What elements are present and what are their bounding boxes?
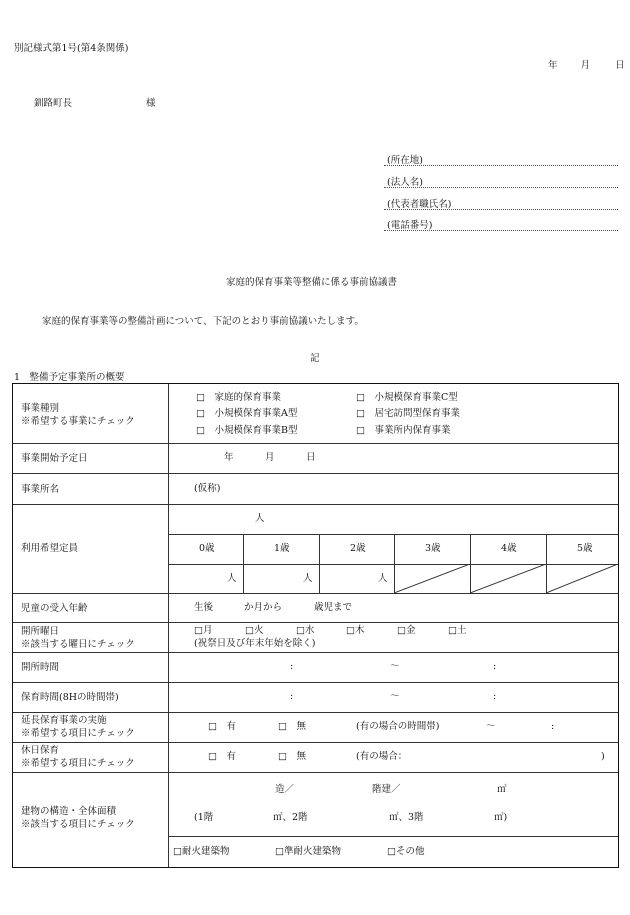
start-date-year[interactable]: 年 bbox=[224, 452, 234, 463]
business-type-label bbox=[21, 402, 135, 428]
day-tue[interactable]: □火 bbox=[245, 625, 264, 636]
date-year: 年 bbox=[548, 60, 558, 71]
holiday-care-label bbox=[21, 744, 135, 770]
option-shokibo-a[interactable]: □ 小規模保育事業A型 bbox=[196, 408, 298, 419]
age-0: 0歳 bbox=[199, 543, 215, 554]
open-hours-tilde: ～ bbox=[390, 661, 400, 672]
field-representative-line[interactable] bbox=[384, 209, 618, 210]
option-shokibo-c[interactable]: □ 小規模保育事業C型 bbox=[356, 392, 458, 403]
na-diagonal-3 bbox=[394, 564, 470, 593]
office-name-value[interactable]: (仮称) bbox=[194, 483, 221, 494]
capacity-total-unit[interactable]: 人 bbox=[255, 513, 265, 524]
section-heading: 1 整備予定事業所の概要 bbox=[14, 372, 125, 383]
field-representative: (代表者職氏名) bbox=[387, 199, 452, 210]
age-2: 2歳 bbox=[350, 543, 366, 554]
office-name-label: 事業所名 bbox=[21, 484, 60, 495]
building-floor-end[interactable]: ㎡) bbox=[494, 812, 508, 823]
open-days-holiday-note: (祝祭日及び年末年始を除く) bbox=[194, 638, 316, 649]
care-hours-label: 保育時間(8Hの時間帯) bbox=[21, 692, 119, 703]
building-semi-fireproof[interactable]: □準耐火建築物 bbox=[275, 846, 341, 857]
building-title: 建物の構造・全体面積 bbox=[21, 806, 117, 817]
na-diagonal-4 bbox=[470, 564, 546, 593]
field-corporation: (法人名) bbox=[387, 177, 423, 188]
business-type-title: 事業種別 bbox=[21, 403, 60, 414]
admission-from: 生後 bbox=[194, 602, 214, 613]
building-structure[interactable]: 造／ bbox=[275, 784, 295, 795]
extended-tilde: ～ bbox=[486, 721, 496, 732]
age-4: 4歳 bbox=[501, 543, 517, 554]
building-floors[interactable]: 階建／ bbox=[372, 784, 401, 795]
age-1-unit[interactable]: 人 bbox=[303, 573, 313, 584]
admission-months[interactable]: か月から bbox=[244, 602, 283, 613]
care-hours-start-colon[interactable]: : bbox=[290, 691, 294, 702]
holiday-detail-close: ) bbox=[601, 751, 605, 762]
care-hours-end-colon[interactable]: : bbox=[493, 691, 497, 702]
extended-care-label bbox=[21, 714, 135, 740]
option-katei[interactable]: □ 家庭的保育事業 bbox=[196, 392, 281, 403]
building-label bbox=[21, 805, 135, 831]
field-address-line[interactable] bbox=[384, 165, 618, 166]
overview-table bbox=[12, 383, 619, 868]
field-corporation-line[interactable] bbox=[384, 187, 618, 188]
open-days-title: 開所曜日 bbox=[21, 626, 60, 637]
capacity-label: 利用希望定員 bbox=[21, 543, 79, 554]
date-line bbox=[548, 57, 625, 71]
intro-text: 家庭的保育事業等の整備計画について、下記のとおり事前協議いたします。 bbox=[42, 316, 364, 327]
addressee-honorific: 様 bbox=[146, 98, 156, 109]
extended-yes[interactable]: □ 有 bbox=[208, 721, 236, 732]
option-kyotaku[interactable]: □ 居宅訪問型保育事業 bbox=[356, 408, 460, 419]
day-wed[interactable]: □水 bbox=[296, 625, 315, 636]
extended-care-title: 延長保育事業の実施 bbox=[21, 715, 107, 726]
field-address: (所在地) bbox=[387, 155, 423, 166]
open-days-label bbox=[21, 625, 135, 651]
start-date-day[interactable]: 日 bbox=[306, 452, 316, 463]
holiday-yes[interactable]: □ 有 bbox=[208, 751, 236, 762]
holiday-care-note: ※希望する項目にチェック bbox=[21, 758, 135, 769]
age-3: 3歳 bbox=[425, 543, 441, 554]
field-phone-line[interactable] bbox=[384, 230, 618, 231]
building-other[interactable]: □その他 bbox=[387, 846, 425, 857]
admission-to[interactable]: 歳児まで bbox=[314, 602, 353, 613]
option-jigyosho[interactable]: □ 事業所内保育事業 bbox=[356, 425, 451, 436]
open-hours-start-colon[interactable]: : bbox=[290, 661, 294, 672]
day-thu[interactable]: □木 bbox=[346, 625, 365, 636]
extended-no[interactable]: □ 無 bbox=[278, 721, 306, 732]
age-1: 1歳 bbox=[274, 543, 290, 554]
holiday-no[interactable]: □ 無 bbox=[278, 751, 306, 762]
admission-age-label: 児童の受入年齢 bbox=[21, 603, 88, 614]
ki-mark: 記 bbox=[310, 353, 320, 364]
extended-time-note: (有の場合の時間帯) bbox=[356, 721, 440, 732]
na-diagonal-5 bbox=[546, 564, 618, 593]
building-fireproof[interactable]: □耐火建築物 bbox=[173, 846, 230, 857]
business-type-note: ※希望する事業にチェック bbox=[21, 416, 135, 427]
day-fri[interactable]: □金 bbox=[397, 625, 416, 636]
document-title: 家庭的保育事業等整備に係る事前協議書 bbox=[226, 277, 398, 288]
holiday-detail-note: (有の場合： bbox=[356, 751, 408, 762]
holiday-care-title: 休日保育 bbox=[21, 745, 60, 756]
form-number: 別記様式第1号(第4条関係) bbox=[14, 43, 129, 54]
age-5: 5歳 bbox=[577, 543, 593, 554]
option-shokibo-b[interactable]: □ 小規模保育事業B型 bbox=[196, 425, 298, 436]
date-month: 月 bbox=[580, 60, 591, 71]
building-floor2[interactable]: ㎡、2階 bbox=[273, 812, 308, 823]
building-total-sqm[interactable]: ㎡ bbox=[497, 784, 507, 795]
day-mon[interactable]: □月 bbox=[194, 625, 213, 636]
addressee-name: 釧路町長 bbox=[34, 98, 73, 109]
start-date-month[interactable]: 月 bbox=[265, 452, 275, 463]
field-phone: (電話番号) bbox=[387, 220, 433, 231]
open-hours-label: 開所時間 bbox=[21, 662, 60, 673]
day-sat[interactable]: □土 bbox=[448, 625, 467, 636]
age-0-unit[interactable]: 人 bbox=[227, 573, 237, 584]
building-floor1[interactable]: (1階 bbox=[194, 812, 214, 823]
extended-care-note: ※希望する項目にチェック bbox=[21, 728, 135, 739]
extended-colon[interactable]: : bbox=[551, 721, 555, 732]
date-day: 日 bbox=[615, 60, 625, 71]
age-2-unit[interactable]: 人 bbox=[378, 573, 388, 584]
open-days-note: ※該当する曜日にチェック bbox=[21, 639, 135, 650]
building-floor3[interactable]: ㎡、3階 bbox=[389, 812, 424, 823]
building-note: ※該当する項目にチェック bbox=[21, 819, 135, 830]
care-hours-tilde: ～ bbox=[390, 691, 400, 702]
start-date-label: 事業開始予定日 bbox=[21, 453, 88, 464]
open-hours-end-colon[interactable]: : bbox=[493, 661, 497, 672]
